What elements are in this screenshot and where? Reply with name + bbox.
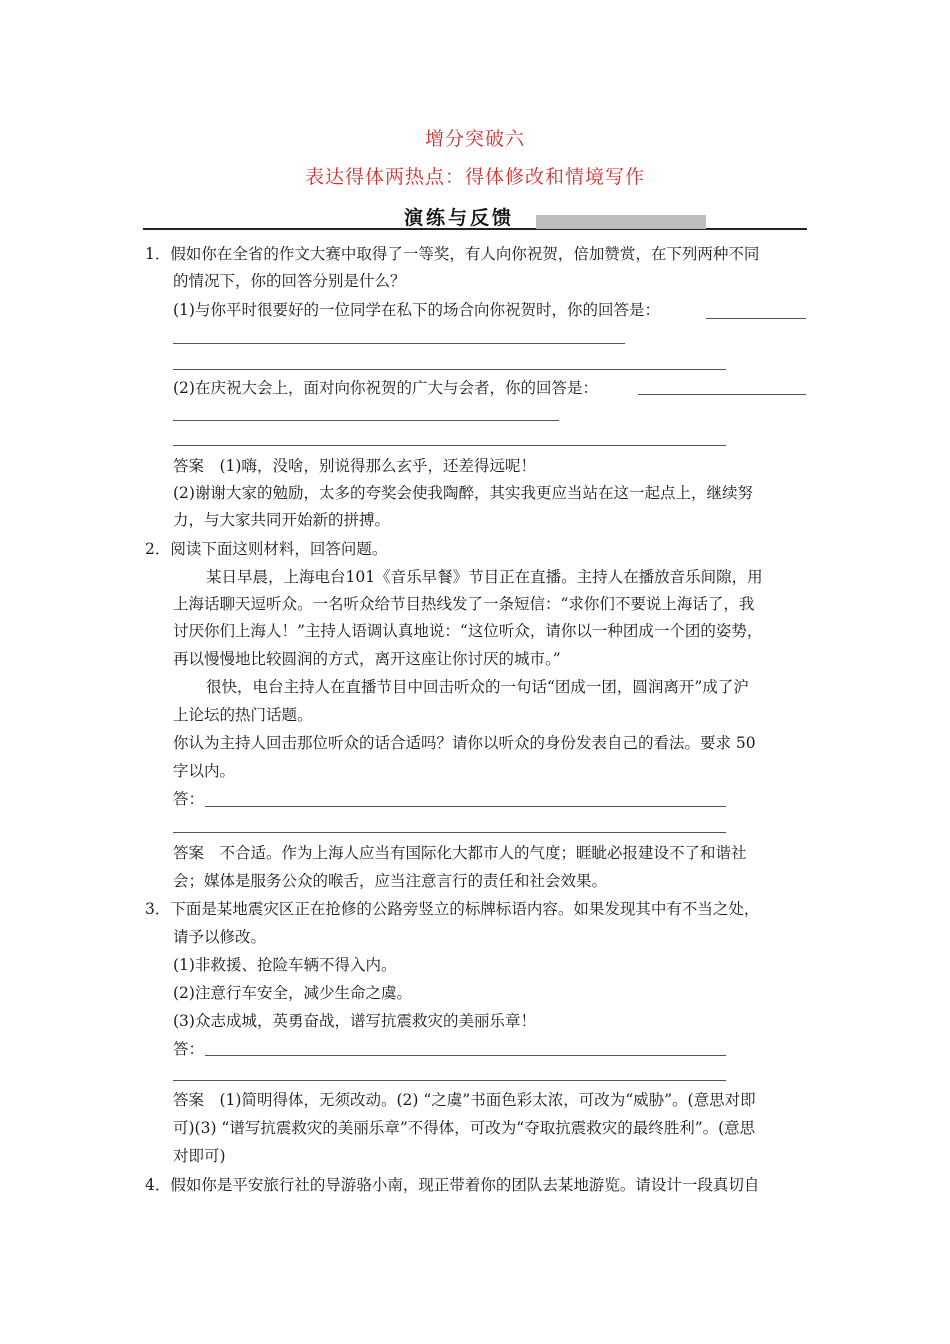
q3-answer-line2: 可)(3) “谱写抗震救灾的美丽乐章”不得体，可改为“夺取抗震救灾的最终胜利”。(意思 <box>173 1119 756 1137</box>
q3-line2: 请予以修改。 <box>173 928 267 946</box>
answer-blank[interactable] <box>638 394 806 395</box>
answer-blank[interactable] <box>205 806 726 807</box>
q4-line1: 4．假如你是平安旅行社的导游骆小南，现正带着你的团队去某地游览。请设计一段真切自 <box>145 1176 760 1194</box>
q1-prompt-1: (1)与你平时很要好的一位同学在私下的场合向你祝贺时，你的回答是： <box>173 301 660 319</box>
q2-material-6: 上论坛的热门话题。 <box>173 706 313 724</box>
answer-blank[interactable] <box>706 318 806 319</box>
q2-ask-1: 你认为主持人回击那位听众的话合适吗？请你以听众的身份发表自己的看法。要求 50 <box>173 734 756 752</box>
answer-blank[interactable] <box>173 1080 726 1081</box>
page-title: 增分突破六 <box>424 128 525 150</box>
answer-blank[interactable] <box>173 445 726 446</box>
q3-line1: 3．下面是某地震灾区正在抢修的公路旁竖立的标牌标语内容。如果发现其中有不当之处， <box>145 900 760 918</box>
q1-answer-line2: (2)谢谢大家的勉励，太多的夸奖会使我陶醉，其实我更应当站在这一起点上，继续努 <box>173 484 753 502</box>
q3-answer-label: 答： <box>173 1040 205 1058</box>
q3-item-3: (3)众志成城，英勇奋战，谱写抗震救灾的美丽乐章！ <box>173 1012 536 1030</box>
q1-line1: 1．假如你在全省的作文大赛中取得了一等奖，有人向你祝贺，倍加赞赏，在下列两种不同 <box>145 245 760 263</box>
q2-material-1: 某日早晨，上海电台101《音乐早餐》节目正在直播。主持人在播放音乐间隙，用 <box>206 568 763 586</box>
q2-material-2: 上海话聊天逗听众。一名听众给节目热线发了一条短信：“求你们不要说上海话了，我 <box>173 595 755 613</box>
section-banner <box>143 203 807 229</box>
q2-material-3: 讨厌你们上海人！”主持人语调认真地说：“这位听众，请你以一种团成一个团的姿势， <box>173 622 763 640</box>
q3-answer-line3: 对即可) <box>173 1147 226 1165</box>
answer-blank[interactable] <box>173 832 726 833</box>
page-subtitle: 表达得体两热点：得体修改和情境写作 <box>304 166 645 188</box>
q2-answer-label: 答： <box>173 790 205 808</box>
q1-prompt-2: (2)在庆祝大会上，面对向你祝贺的广大与会者，你的回答是： <box>173 379 598 397</box>
q1-line2: 的情况下，你的回答分别是什么？ <box>173 272 406 290</box>
q3-item-2: (2)注意行车安全，减少生命之虞。 <box>173 984 412 1002</box>
q2-answer-line1: 答案 不合适。作为上海人应当有国际化大都市人的气度；睚眦必报建设不了和谐社 <box>173 844 747 862</box>
q1-answer-line1: 答案 (1)嗨，没啥，别说得那么玄乎，还差得远呢！ <box>173 457 536 475</box>
q2-answer-line2: 会；媒体是服务公众的喉舌，应当注意言行的责任和社会效果。 <box>173 872 608 890</box>
q2-ask-2: 字以内。 <box>173 762 236 780</box>
answer-blank[interactable] <box>173 420 559 421</box>
q1-answer-line3: 力，与大家共同开始新的拼搏。 <box>173 511 391 529</box>
q3-item-1: (1)非救援、抢险车辆不得入内。 <box>173 956 397 974</box>
answer-blank[interactable] <box>173 369 726 370</box>
q2-material-4: 再以慢慢地比较圆润的方式，离开这座让你讨厌的城市。” <box>173 650 561 668</box>
q2-material-5: 很快，电台主持人在直播节目中回击听众的一句话“团成一团，圆润离开”成了沪 <box>206 678 749 696</box>
q2-line1: 2．阅读下面这则材料，回答问题。 <box>145 540 388 558</box>
answer-blank[interactable] <box>205 1055 726 1056</box>
section-shade <box>536 215 706 229</box>
section-label: 演练与反馈 <box>404 207 515 229</box>
answer-blank[interactable] <box>173 343 625 344</box>
q3-answer-line1: 答案 (1)简明得体，无须改动。(2) “之虞”书面色彩太浓，可改为“威胁”。(意思对即 <box>173 1091 756 1109</box>
